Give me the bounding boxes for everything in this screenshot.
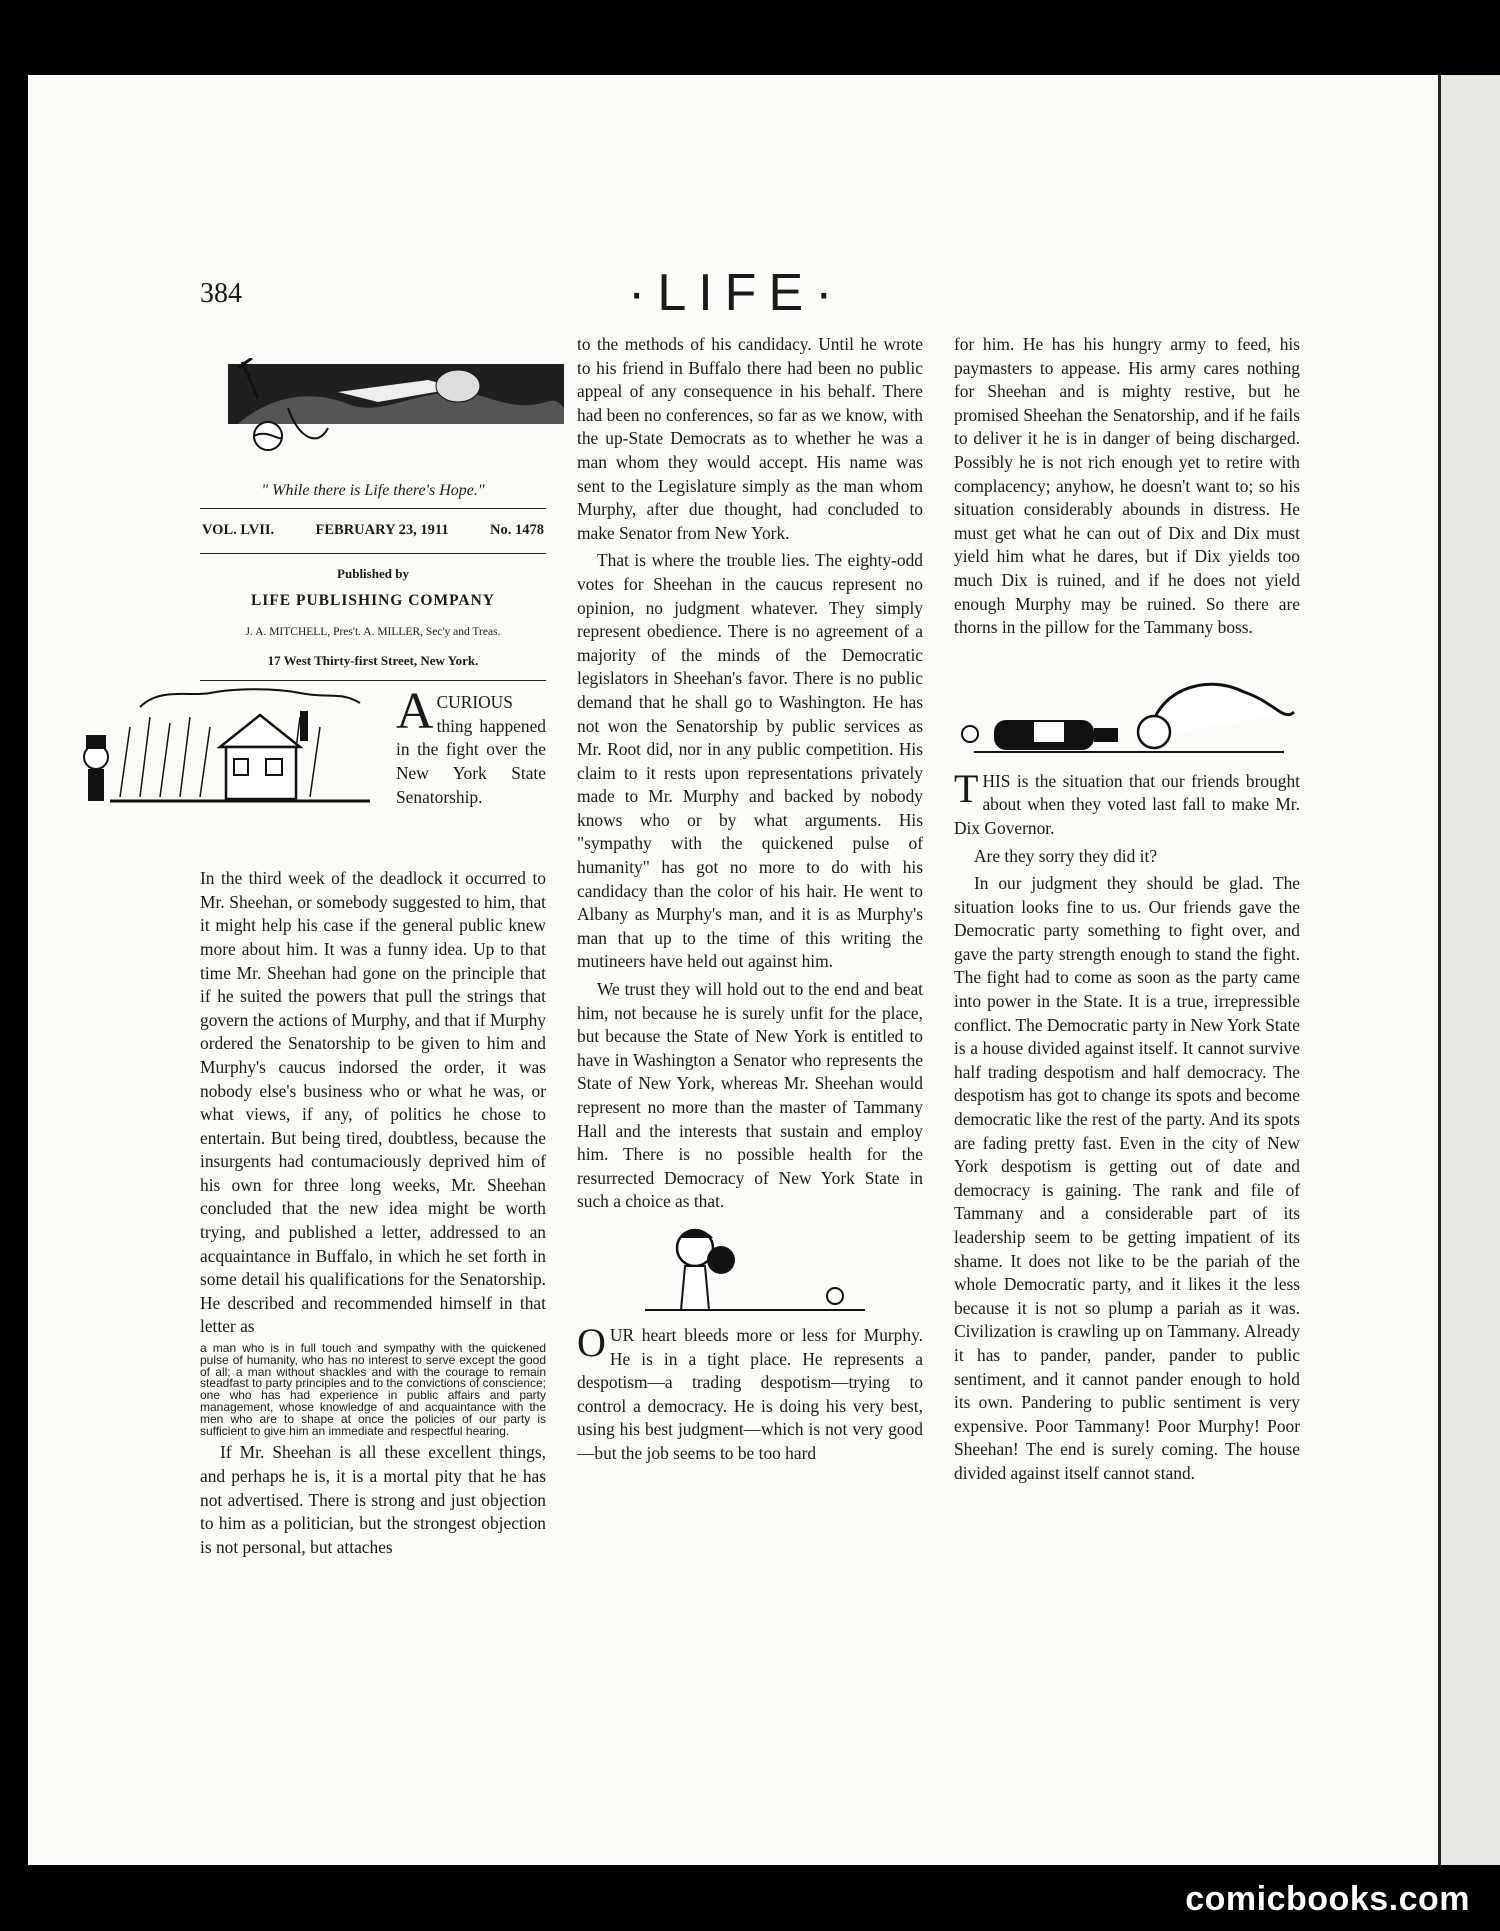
col2-paragraph-3: We trust they will hold out to the end and beat him, not because he is surely unfit for the place, but because the State of New York is entitled to have in Washington a Senator who represents the State of New York, whereas Mr. Sheehan would represent no more than the master of Tammany Hall and the interests that sustain and employ him. There is no possible health for the resurrected Democracy of New York State in such a choice as that. <box>577 979 923 1212</box>
cat-bottle-illustration <box>954 652 1300 762</box>
volume-number: VOL. LVII. <box>202 522 275 539</box>
col1-paragraph-2: If Mr. Sheehan is all these excellent things, and perhaps he is, it is a mortal pity that he has not advertised. There is strong and just objection to him as a politician, but the strongest objection is not personal, but attaches <box>200 1442 546 1557</box>
rule <box>200 680 546 681</box>
rule <box>200 553 546 554</box>
col3-paragraph-1: for him. He has his hungry army to feed, his paymasters to appease. His army cares nothing for Sheehan and is mighty restive, but he promised Sheehan the Senatorship, and if he fails to deliver it he is in danger of being discharged. Possibly he is not rich enough yet to retire with complacency; anyhow, he doesn't want to; so his situation considerably abounds in distress. He must get what he can out of Dix and Dix must yield him what he dares, but if Dix yields too much Dix is ruined, and if he does not yield enough Murphy may be ruined. So there are thorns in the pillow for the Tammany boss. <box>954 334 1300 638</box>
curious-lead-text: CURIOUS thing happened in the fight over the New York State Senatorship. <box>396 692 546 807</box>
adjacent-page-edge <box>1438 75 1500 1865</box>
drop-cap-t: T <box>954 765 979 811</box>
drop-cap-o: O <box>577 1319 606 1365</box>
col2-paragraph-4 <box>577 1319 923 1466</box>
watermark: comicbooks.com <box>1185 1880 1470 1918</box>
officers: J. A. MITCHELL, Pres't. A. MILLER, Sec'y and Treas. <box>245 625 501 638</box>
company-name: LIFE PUBLISHING COMPANY <box>250 592 496 610</box>
rule <box>200 508 546 509</box>
publisher-block <box>200 562 546 672</box>
magazine-page <box>28 75 1438 1865</box>
col1-paragraph-1: In the third week of the deadlock it occurred to Mr. Sheehan, or somebody suggested to him, that it might help his case if the general public knew more about him. It was a funny idea. Up to that time Mr. Sheehan had gone on the principle that if he suited the powers that pull the strings that govern the actions of Murphy, and that if Murphy ordered the Senatorship to be given to him and Murphy's caucus indorsed the order, it was nobody else's business who or what he was, or what views, if any, of politics he chose to entertain. But being tired, doubtless, because the insurgents had contumaciously deprived him of his own for three long weeks, Mr. Sheehan concluded that the new idea might be worth trying, and published a letter, addressed to an acquaintance in Buffalo, in which he set forth in some detail his qualifications for the Senatorship. He described and recommended himself in that letter as <box>200 868 546 1337</box>
murphy-illustration <box>625 1224 875 1316</box>
opening-section <box>200 683 546 867</box>
col3-paragraph-2-text: HIS is the situation that our friends brought about when they voted last fall to make Mr. Dix Governor. <box>954 770 1300 838</box>
col3-paragraph-4: In our judgment they should be glad. The situation looks fine to us. Our friends gave the Democratic party something to fight over, and gave the party strength enough to stand the fight. The fight had to come as soon as the party came into power in the State. It is a true, irrepressible conflict. The Democratic party in New York State is a house divided against itself. It cannot survive half trading despotism and half democracy. The despotism has got to change its spots and become democratic like the rest of the party. And its spots are fading pretty fast. Even in the city of New York despotism is getting out of date and democracy is gaining. The rank and file of Tammany and a considerable part of its leadership seem to be getting impatient of its shame. It does not like to be the pariah of the whole Democratic party, and it likes it the less because it is not so plump a pariah as it was. Civilization is crawling up on Tammany. Already it has to pander, pander, pander to public sentiment, and it cannot pander enough to hold its own. Pandering to public sentiment is very expensive. Poor Tammany! Poor Murphy! Poor Sheehan! The end is surely coming. The house divided against itself cannot stand. <box>954 873 1300 1483</box>
column-2 <box>577 333 923 1470</box>
volume-line <box>200 513 546 549</box>
col3-paragraph-3: Are they sorry they did it? <box>974 845 1158 866</box>
col2-paragraph-2: That is where the trouble lies. The eighty-odd votes for Sheehan in the caucus represent no opinion, no judgment whatever. They simply represent obedience. There is no agreement of a majority of the minds of the Democratic legislators in Sheehan's favor. There is no public demand that he shall go to Washington. He has not won the Senatorship by public services as Mr. Root did, nor in any public competition. His claim to it rests upon representations privately made to Mr. Murphy and backed by nobody knows who or by what arguments. His "sympathy with the quickened pulse of humanity" has got no more to do with his candidacy than the color of his hair. He went to Albany as Murphy's man, and it is as Murphy's man that up to the time of this writing the mutineers have held out against him. <box>577 550 923 972</box>
header-illustration <box>228 358 564 454</box>
col3-paragraph-2 <box>954 765 1300 841</box>
curious-lead <box>396 683 546 809</box>
sheehan-quote: a man who is in full touch and sympathy with the quickened pulse of humanity, who has no interest to serve except the good of all; a man without shackles and with the courage to remain steadfast to party principles and to the convictions of conscience; one who has had experience in public affairs and party management, whose knowledge of and acquaintance with the men who are to shape at once the policies of our party is sufficient to give him an immediate and respectful hearing. <box>200 1341 546 1438</box>
address: 17 West Thirty-first Street, New York. <box>267 652 479 668</box>
masthead-title: ·LIFE· <box>628 264 845 322</box>
col2-paragraph-1: to the methods of his candidacy. Until he wrote to his friend in Buffalo there had been no public appeal of any consequence in his behalf. There had been no conferences, so far as we know, with the up-State Democrats as to whether he was a man whom they would accept. His name was sent to the Legislature simply as the man whom Murphy, after due thought, had concluded to make Senator from New York. <box>577 334 923 543</box>
page-number: 384 <box>200 278 242 309</box>
issue-date: FEBRUARY 23, 1911 <box>315 522 449 539</box>
column-3 <box>954 333 1300 1490</box>
col2-paragraph-4-text: UR heart bleeds more or less for Murphy. He is in a tight place. He represents a despotism—a trading despotism—trying to control a democracy. He is doing his very best, using his best judgment—which is not very good—but the job seems to be too hard <box>577 1324 923 1463</box>
issue-number: No. 1478 <box>490 522 544 539</box>
rain-house-illustration <box>70 687 388 837</box>
column-1 <box>200 358 546 1563</box>
drop-cap-a: A <box>396 683 434 741</box>
motto: " While there is Life there's Hope." <box>261 481 485 499</box>
published-by: Published by <box>337 565 409 581</box>
